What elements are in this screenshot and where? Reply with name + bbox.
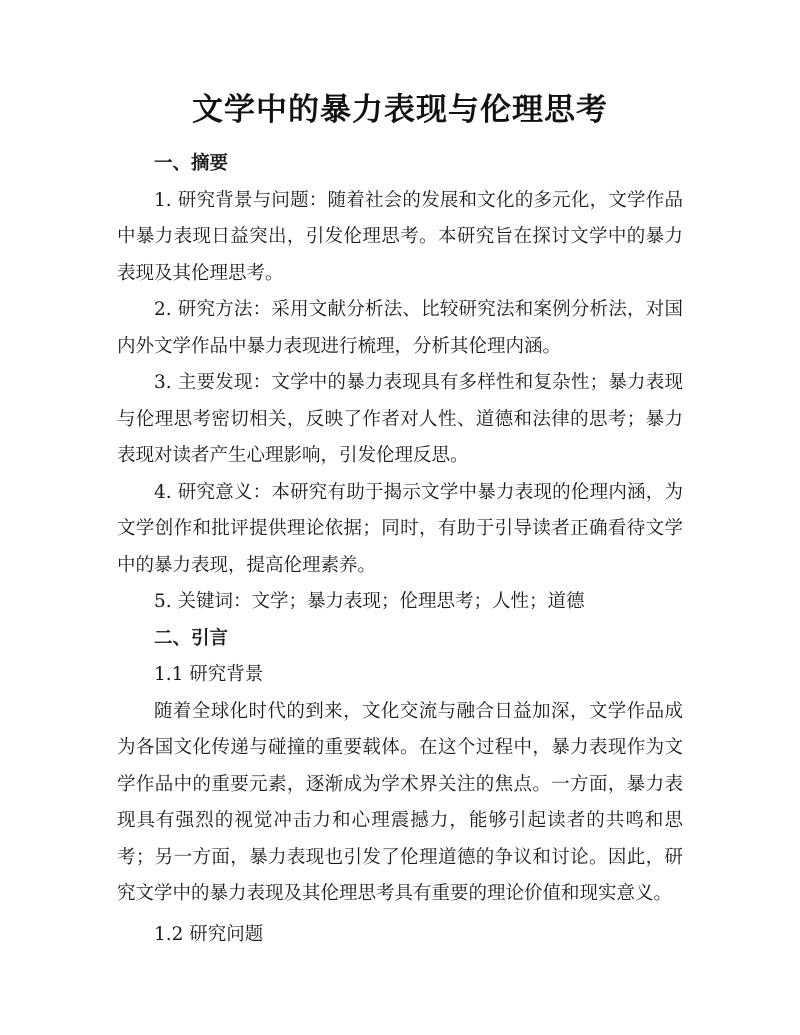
document-body <box>117 146 683 953</box>
introduction-heading: 二、引言 <box>154 627 229 649</box>
abstract-item-background: 1. 研究背景与问题：随着社会的发展和文化的多元化，文学作品中暴力表现日益突出，引发伦理思考。本研究旨在探讨文学中的暴力表现及其伦理思考。 <box>117 189 683 284</box>
abstract-item-significance: 4. 研究意义：本研究有助于揭示文学中暴力表现的伦理内涵，为文学创作和批评提供理论依据；同时，有助于引导读者正确看待文学中的暴力表现，提高伦理素养。 <box>117 481 683 576</box>
abstract-item-method: 2. 研究方法：采用文献分析法、比较研究法和案例分析法，对国内外文学作品中暴力表现进行梳理，分析其伦理内涵。 <box>117 299 683 357</box>
abstract-item-findings: 3. 主要发现：文学中的暴力表现具有多样性和复杂性；暴力表现与伦理思考密切相关，反映了作者对人性、道德和法律的思考；暴力表现对读者产生心理影响，引发伦理反思。 <box>117 372 683 466</box>
abstract-item-keywords: 5. 关键词：文学；暴力表现；伦理思考；人性；道德 <box>154 591 585 612</box>
background-subheading: 1.1 研究背景 <box>154 664 264 685</box>
document-title: 文学中的暴力表现与伦理思考 <box>192 92 608 128</box>
abstract-heading: 一、摘要 <box>154 153 229 174</box>
question-subheading: 1.2 研究问题 <box>154 923 264 945</box>
background-paragraph: 随着全球化时代的到来，文化交流与融合日益加深，文学作品成为各国文化传递与碰撞的重要载体。在这个过程中，暴力表现作为文学作品中的重要元素，逐渐成为学术界关注的焦点。一方面，暴力表现具有强烈的视觉冲击力和心理震撼力，能够引起读者的共鸣和思考；另一方面，暴力表现也引发了伦理道德的争议和讨论。因此，研究文学中的暴力表现及其伦理思考具有重要的理论价值和现实意义。 <box>117 700 683 904</box>
